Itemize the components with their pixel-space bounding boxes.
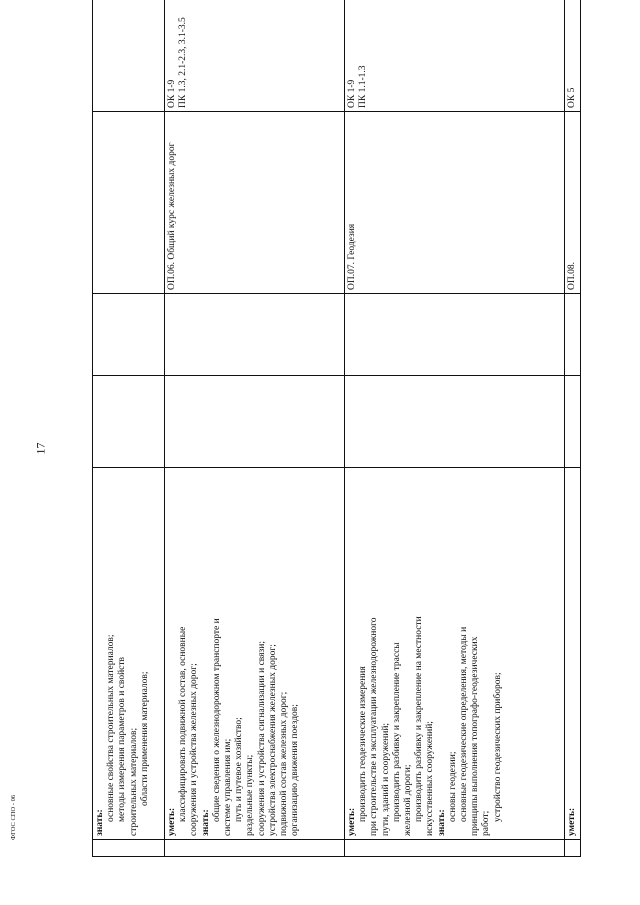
skill-line: основные геодезические определения, методы и	[459, 626, 470, 822]
skill-line: сооружения и устройства железных дорог;	[189, 663, 200, 836]
footer-text: ФГОС СПО - 06	[10, 794, 17, 840]
skill-line: методы измерения параметров и свойств	[117, 656, 128, 822]
competencies-cell: ОК 5	[565, 0, 581, 112]
skill-line: организацию движения поездов;	[290, 704, 301, 836]
competency-table-container	[92, 17, 577, 857]
section-keyword: уметь:	[347, 807, 357, 836]
table-row	[165, 0, 345, 857]
hours-cell-2	[93, 294, 165, 376]
discipline-cell: ОП.06. Общий курс железных дорог	[165, 112, 345, 294]
skill-line: устройство геодезических приборов;	[492, 672, 503, 822]
index-cell	[345, 840, 565, 857]
table-row	[93, 0, 165, 857]
skill-line: железной дороги;	[403, 764, 414, 836]
hours-cell	[345, 376, 565, 468]
skill-line: общие сведения о железнодорожном транспорте и	[211, 618, 222, 822]
section-keyword: уметь:	[167, 807, 177, 836]
discipline-cell	[93, 112, 165, 294]
skill-line: раздельные пункты;	[245, 754, 256, 836]
section-keyword: знать:	[95, 809, 105, 836]
discipline-cell: ОП.07. Геодезия	[345, 112, 565, 294]
table-row	[565, 0, 581, 857]
skills-cell	[165, 468, 345, 840]
hours-cell-2	[345, 294, 565, 376]
competencies-cell: ОК 1-9 ПК 1.3, 2.1-2.3, 3.1-3.5	[165, 0, 345, 112]
skill-line: основные свойства строительных материалов;	[106, 634, 117, 822]
skill-line: путь и путевое хозяйство;	[234, 717, 245, 822]
index-cell	[565, 840, 581, 857]
competency-table	[92, 0, 581, 857]
skill-line: строительных материалов;	[128, 727, 139, 836]
section-keyword: уметь:	[567, 807, 577, 836]
page-number: 17	[33, 442, 48, 455]
skill-line: производить разбивку и закрепление на местности	[414, 616, 425, 822]
skill-line: системе управления им;	[223, 738, 234, 836]
hours-cell	[93, 376, 165, 468]
skill-line: работ;	[481, 810, 492, 836]
skill-line: принципы выполнения топографо-геодезических	[470, 636, 481, 836]
section-keyword: знать:	[200, 809, 211, 836]
index-cell	[93, 840, 165, 857]
hours-cell-2	[565, 294, 581, 376]
skill-line: пути, зданий и сооружений;	[380, 722, 391, 836]
section-keyword: знать:	[436, 809, 447, 836]
skill-line: подвижной состав железных дорог;	[279, 691, 290, 836]
skill-line: классифицировать подвижной состав, основные	[178, 626, 189, 822]
hours-cell	[165, 376, 345, 468]
hours-cell-2	[165, 294, 345, 376]
skills-cell	[93, 468, 165, 840]
skill-line: производить разбивку и закрепление трассы	[391, 642, 402, 822]
skill-line: сооружения и устройства сигнализации и связи;	[256, 640, 267, 836]
skill-line: производить геодезические измерения	[358, 666, 369, 822]
skill-line: искусственных сооружений;	[425, 721, 436, 836]
skill-line: основы геодезии;	[447, 751, 458, 822]
skill-line: устройства электроснабжения железных дорог;	[267, 644, 278, 836]
discipline-cell: ОП.08.	[565, 112, 581, 294]
index-cell	[165, 840, 345, 857]
competencies-cell: ОК 1-9 ПК 1.1-1.3	[345, 0, 565, 112]
hours-cell	[565, 376, 581, 468]
table-row	[345, 0, 565, 857]
competencies-cell	[93, 0, 165, 112]
skill-line: при строительстве и эксплуатации железнодорожного	[369, 617, 380, 836]
skills-cell	[345, 468, 565, 840]
skills-cell	[565, 468, 581, 840]
skill-line: области применения материалов;	[139, 671, 150, 806]
